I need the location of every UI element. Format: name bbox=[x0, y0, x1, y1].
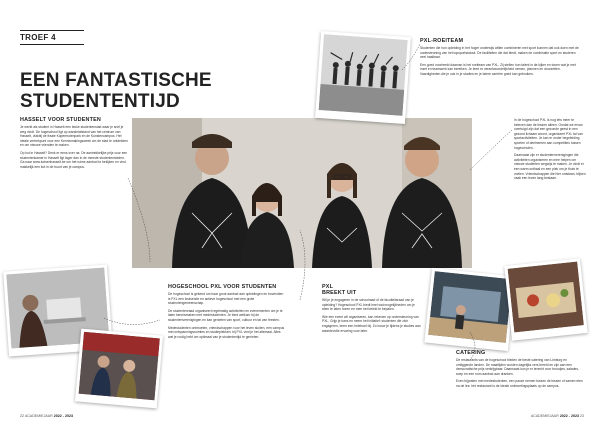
catering-paragraph: De restaurants van de hogeschool bieden de beste catering van Limburg en omliggende landen. De maaltijden worden dagelijks vers bereid en zijn aan een democratische prijs verkrijgbaar. Daarnaast kun je er terecht voor broodjes, salades, soep en een ruim aanbod aan dranken. bbox=[456, 358, 579, 376]
rowing-team-paragraph: Studenten die hun opleiding in het hoger onderwijs willen combineren met sport kunnen dat ook doen met de ondersteuning van het topsportstatuut. De faciliteiten die dat biedt, maken de combinatie sport en studeren veel haalbaar. bbox=[420, 46, 579, 60]
catering-title: CATERING bbox=[456, 350, 486, 356]
pxl-breaks-out-paragraph: Wil je je engageren in de schoolraad of de faculteitsraad van je opleiding? Hogeschool PXL biedt heel wat mogelijkheden om je stem te laten horen en mee het beleid te bepalen. bbox=[322, 298, 415, 312]
pxl-students-paragraph: De studentenraad organiseert regelmatig activiteiten en evenementen om je te laten kennismaken met medestudenten. Je bent welkom bij de studentenverenigingen en kan genieten van sport, cultuur en tal van feesten. bbox=[168, 308, 283, 322]
section-tag: TROEF 4 bbox=[20, 30, 84, 45]
footer-left-year: 2022 - 2023 bbox=[53, 414, 73, 418]
footer-left-label: ACADEMIEJAAR bbox=[24, 414, 53, 418]
pxl-students-title: HOGESCHOOL PXL VOOR STUDENTEN bbox=[168, 284, 277, 290]
footer-right-label: ACADEMIEJAAR bbox=[530, 414, 559, 418]
rowing-team-title: PXL-ROEITEAM bbox=[420, 38, 464, 44]
page-number-right: 23 bbox=[580, 414, 584, 418]
footer-right bbox=[531, 414, 584, 418]
right-column-paragraph: Daarnaast zijn er studentenverenigingen die activiteiten organiseren en mee helpen om nieuwe studenten wegwijs te maken. Je vindt er een warm onthaal en een plek om je thuis te voelen. Vriendschappen die hier ontstaan, blijven vaak een leven lang bestaan. bbox=[514, 153, 586, 181]
hasselt-paragraph: Je werkt als student in Hasselt een leuke studentenstad waar je snel je weg vindt. De hogeschool ligt op wandelafstand van het centrum van Hasselt, vlakbij de fraaie Kapermolenpark en de Kunstencampus. Het ideale vertrekpunt voor een Kennismakingsweek om de stad te ontdekken en om nieuwe vrienden te maken. bbox=[20, 125, 128, 148]
catering-paragraph: Even bijpraten met medestudenten, een pauze nemen tussen de lessen of samen eten na de les: het restaurant is de ideale ontmoetingsplaats op de campus. bbox=[456, 379, 583, 388]
pxl-breaks-out-title-line2: BREEKT UIT bbox=[322, 290, 357, 296]
pxl-students-paragraph: De hogeschool is gekend om haar groot aanbod aan opleidingen en bovendien is PXL een bruisende en actieve hogeschool met een grote studentengemeenschap. bbox=[168, 292, 284, 306]
page-number-left: 22 bbox=[20, 414, 24, 418]
hasselt-paragraph: Op kot in Hasselt? Denk er eens over na. De aantrekkelijke prijs voor een studentenkamer in Hasselt ligt lager dan in de meeste studentensteden. Ga naar www.kotsenhasselt.be om het ruime aanbod te bekijken en vind makkelijk een kot in de buurt van je campus. bbox=[20, 150, 128, 169]
pxl-students-paragraph: Medestudenten ontmoeten, vriendschappen voor het leven sluiten, een campus met ontspanningsruimtes en studieplekken: bij PXL vind je het allemaal. Alles wat je nodig hebt om optimaal van je studententijd te genieten. bbox=[168, 325, 285, 339]
footer-right-year: 2022 - 2023 bbox=[559, 414, 579, 418]
pxl-breaks-out-title-line1: PXL bbox=[322, 284, 334, 290]
pxl-breaks-out-paragraph: Wie een event wil organiseren, kan rekenen op ondersteuning van PXL. Grijp je kans en neem het initiatief: studenten die zich engageren, leren een heleboel bij. Zo bouw je tijdens je studies aan waardevolle ervaring voor later. bbox=[322, 314, 421, 333]
hasselt-title: HASSELT VOOR STUDENTEN bbox=[20, 117, 101, 123]
right-column-paragraph: In de hogeschool PXL is nog iets meer te beleven dan de lessen alleen. Omdat we ervan overtuigd zijn dat een gezonde geest in een gezond lichaam woont, organiseert PXL tal van sportactiviteiten. Je kan er onder begeleiding sporten of deelnemen aan competities tussen hogescholen. bbox=[514, 118, 583, 150]
rowing-team-paragraph: Een goed voorbeeld daarvan is het roeiteam van PXL. Zij stellen hun talent in de kijker en tonen wat je met inzet en teamwerk kan bereiken. Je leert er verantwoordelijkheid nemen, plannen en doorzetten. Vaardigheden die je ook in je studies en je latere carrière goed kan gebruiken. bbox=[420, 62, 576, 76]
page-headline: EEN FANTASTISCHE STUDENTENTIJD bbox=[20, 70, 212, 112]
